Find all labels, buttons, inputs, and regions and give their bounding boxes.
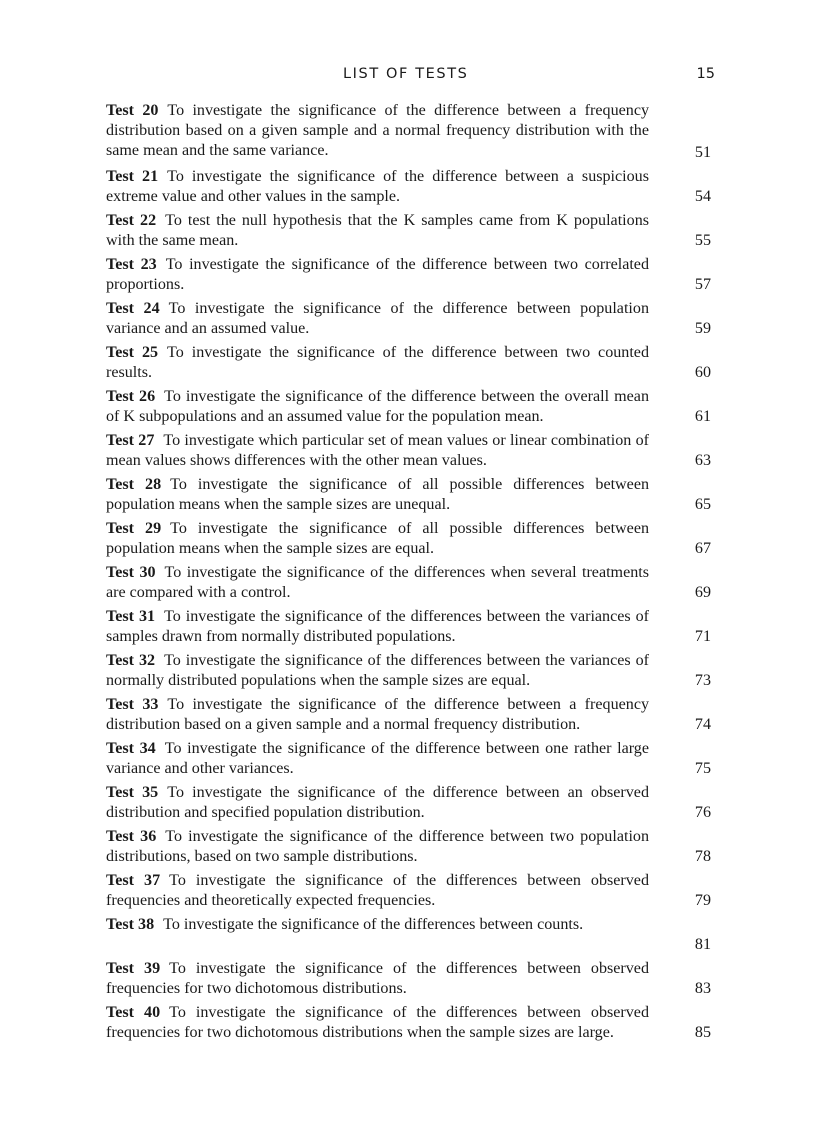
test-entry-text (106, 431, 649, 471)
test-entry-text (106, 167, 649, 207)
test-entry (106, 101, 711, 167)
test-entry-label: Test 25 (106, 344, 159, 361)
test-entry-text (106, 739, 649, 779)
test-entry-description: To investigate the significance of all possible differences between population means when the sample sizes are equal. (106, 520, 650, 558)
test-entry-text (106, 607, 649, 647)
test-entry-text (106, 1003, 649, 1043)
test-entry-description: To investigate the significance of the difference between the overall mean of K subpopulations and an assumed value for the population mean. (106, 388, 649, 426)
test-entry-description: To investigate the significance of the difference between one rather large variance and other variances. (106, 740, 649, 778)
test-entry-description: To investigate the significance of the difference between two population distributions, based on two sample distributions. (106, 828, 650, 866)
test-entry-page: 71 (694, 628, 711, 645)
test-entry-description: To investigate the significance of the differences between the variances of samples drawn from normally distributed populations. (106, 608, 649, 646)
test-entry (106, 959, 711, 1003)
test-entry (106, 255, 711, 299)
test-entry-page: 65 (694, 496, 711, 513)
test-entry-page: 76 (694, 804, 711, 821)
test-entry-label: Test 32 (106, 652, 156, 669)
test-entry-label: Test 29 (106, 520, 162, 537)
test-entry-label: Test 30 (106, 564, 156, 581)
test-entry-description: To investigate the significance of the differences when several treatments are compared with a control. (106, 564, 649, 602)
test-entry-label: Test 23 (106, 256, 157, 273)
test-entry-text (106, 101, 649, 162)
test-entry-page: 54 (694, 188, 711, 205)
test-entry (106, 343, 711, 387)
test-entry-page: 83 (694, 980, 711, 997)
test-entry-label: Test 22 (106, 212, 157, 229)
test-entry (106, 651, 711, 695)
test-entry-page: 63 (694, 452, 711, 469)
test-entry (106, 387, 711, 431)
test-entry-label: Test 38 (106, 916, 155, 933)
test-entry-page: 69 (694, 584, 711, 601)
test-entry-text (106, 827, 649, 867)
test-entry (106, 475, 711, 519)
test-entry-text (106, 871, 649, 911)
test-list (106, 101, 711, 1047)
test-entry (106, 1003, 711, 1047)
test-entry-text (106, 519, 649, 559)
test-entry-text (106, 299, 649, 339)
test-entry-label: Test 39 (106, 960, 161, 977)
test-entry (106, 827, 711, 871)
test-entry-page: 75 (694, 760, 711, 777)
test-entry-description: To investigate the significance of the differences between observed frequencies for two dichotomous distributions when the sample sizes are large. (106, 1004, 649, 1042)
test-entry-page: 81 (694, 936, 711, 953)
test-entry-page: 61 (694, 408, 711, 425)
test-entry-description: To investigate the significance of the difference between two correlated proportions. (106, 256, 649, 294)
test-entry-label: Test 26 (106, 388, 156, 405)
test-entry-text (106, 651, 649, 691)
test-entry-page: 74 (694, 716, 711, 733)
test-entry-description: To investigate the significance of the difference between a suspicious extreme value and other values in the sample. (106, 168, 649, 206)
test-entry-label: Test 37 (106, 872, 161, 889)
test-entry-page: 60 (694, 364, 711, 381)
test-entry-text (106, 915, 649, 935)
test-entry-description: To investigate the significance of the difference between two counted results. (106, 344, 649, 382)
test-entry (106, 915, 711, 959)
test-entry-label: Test 33 (106, 696, 159, 713)
test-entry-description: To test the null hypothesis that the K samples came from K populations with the same mean. (106, 212, 649, 250)
test-entry (106, 211, 711, 255)
test-entry-description: To investigate the significance of the differences between observed frequencies and theoretically expected frequencies. (106, 872, 649, 910)
test-entry-text (106, 475, 649, 515)
test-entry-text (106, 387, 649, 427)
test-entry-description: To investigate the significance of the differences between observed frequencies for two dichotomous distributions. (106, 960, 649, 998)
test-entry-text (106, 211, 649, 251)
test-entry-page: 55 (694, 232, 711, 249)
test-entry-label: Test 36 (106, 828, 157, 845)
test-entry (106, 783, 711, 827)
test-entry-label: Test 20 (106, 102, 159, 119)
test-entry-text (106, 783, 649, 823)
test-entry-page: 67 (694, 540, 711, 557)
test-entry-label: Test 34 (106, 740, 156, 757)
running-title: LIST OF TESTS (343, 66, 469, 82)
test-entry-label: Test 35 (106, 784, 159, 801)
test-entry-page: 59 (694, 320, 711, 337)
test-entry-text (106, 255, 649, 295)
test-entry-description: To investigate the significance of the difference between a frequency distribution based on a given sample and a normal frequency distribution with the same mean and the same variance. (106, 102, 650, 160)
test-entry-description: To investigate the significance of the difference between a frequency distribution based on a given sample and a normal frequency distribution. (106, 696, 650, 734)
test-entry-label: Test 40 (106, 1004, 161, 1021)
test-entry (106, 871, 711, 915)
test-entry (106, 519, 711, 563)
test-entry-label: Test 31 (106, 608, 156, 625)
test-entry (106, 431, 711, 475)
test-entry-label: Test 24 (106, 300, 160, 317)
test-entry-page: 79 (694, 892, 711, 909)
page-header (0, 66, 816, 86)
test-entry-page: 78 (694, 848, 711, 865)
test-entry-text (106, 695, 649, 735)
test-entry (106, 739, 711, 783)
test-entry-label: Test 21 (106, 168, 159, 185)
test-entry (106, 695, 711, 739)
test-entry (106, 167, 711, 211)
test-entry-description: To investigate the significance of the differences between the variances of normally distributed populations when the sample sizes are equal. (106, 652, 649, 690)
test-entry-page: 51 (694, 144, 711, 161)
test-entry-page: 85 (694, 1024, 711, 1041)
test-entry-text (106, 343, 649, 383)
test-entry-page: 73 (694, 672, 711, 689)
test-entry-description: To investigate the significance of all possible differences between population means when the sample sizes are unequal. (106, 476, 650, 514)
test-entry-description: To investigate the significance of the difference between an observed distribution and specified population distribution. (106, 784, 649, 822)
page-number: 15 (696, 66, 715, 82)
test-entry-label: Test 28 (106, 476, 162, 493)
test-entry (106, 563, 711, 607)
test-entry-text (106, 959, 649, 999)
test-entry (106, 607, 711, 651)
test-entry-text (106, 563, 649, 603)
test-entry-description: To investigate which particular set of mean values or linear combination of mean values shows differences with the other mean values. (106, 432, 649, 470)
test-entry-page: 57 (694, 276, 711, 293)
test-entry-label: Test 27 (106, 432, 155, 449)
test-entry-description: To investigate the significance of the difference between population variance and an assumed value. (106, 300, 649, 338)
test-entry-description: To investigate the significance of the differences between counts. (163, 916, 584, 933)
test-entry (106, 299, 711, 343)
